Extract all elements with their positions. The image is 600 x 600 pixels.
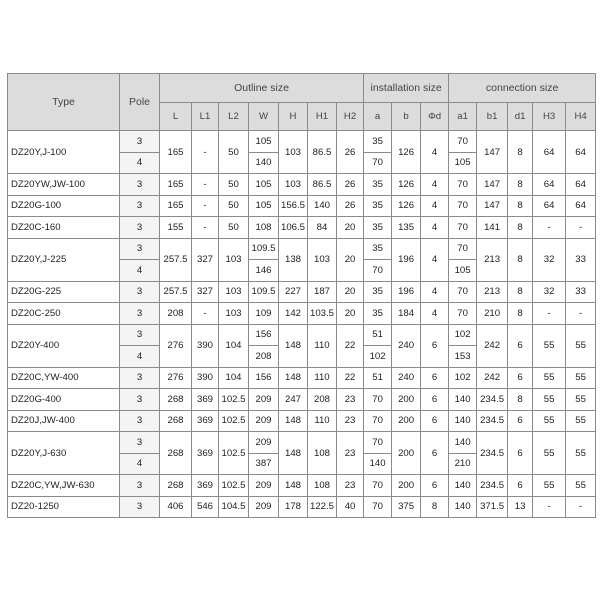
- type-cell: DZ20C-160: [8, 217, 120, 239]
- value-cell: 8: [508, 174, 533, 196]
- type-cell: DZ20C,YW-400: [8, 367, 120, 389]
- pole-cell: 3: [120, 195, 160, 217]
- value-cell: -: [533, 496, 566, 518]
- value-cell: 138: [279, 238, 308, 281]
- value-cell: 208: [160, 303, 192, 325]
- value-cell: 55: [533, 367, 566, 389]
- value-cell: 8: [508, 195, 533, 217]
- table-row: [8, 324, 596, 346]
- value-cell: 102.5: [219, 475, 249, 497]
- value-cell: 155: [160, 217, 192, 239]
- outline-size-header: Outline size: [160, 74, 364, 103]
- column-header: H2: [337, 103, 364, 131]
- value-cell: 234.5: [477, 389, 508, 411]
- value-cell: 327: [192, 238, 219, 281]
- pole-cell: 3: [120, 303, 160, 325]
- value-cell: 20: [337, 238, 364, 281]
- value-cell: 140: [364, 453, 392, 475]
- value-cell: 147: [477, 195, 508, 217]
- table-row: [8, 238, 596, 260]
- value-cell: 102.5: [219, 432, 249, 475]
- value-cell: 64: [566, 195, 596, 217]
- pole-header: Pole: [120, 74, 160, 131]
- value-cell: 135: [392, 217, 421, 239]
- value-cell: 50: [219, 174, 249, 196]
- value-cell: 102: [449, 367, 477, 389]
- value-cell: 105: [249, 195, 279, 217]
- column-header: H1: [308, 103, 337, 131]
- value-cell: 156.5: [279, 195, 308, 217]
- value-cell: 22: [337, 367, 364, 389]
- value-cell: 70: [364, 432, 392, 454]
- value-cell: 375: [392, 496, 421, 518]
- value-cell: 227: [279, 281, 308, 303]
- type-header: Type: [8, 74, 120, 131]
- value-cell: 64: [533, 195, 566, 217]
- table-row: [8, 281, 596, 303]
- value-cell: 104: [219, 367, 249, 389]
- value-cell: 187: [308, 281, 337, 303]
- value-cell: 371.5: [477, 496, 508, 518]
- value-cell: 140: [449, 475, 477, 497]
- value-cell: 70: [449, 238, 477, 260]
- value-cell: 64: [533, 131, 566, 174]
- value-cell: 8: [508, 303, 533, 325]
- value-cell: 209: [249, 475, 279, 497]
- value-cell: 70: [449, 217, 477, 239]
- value-cell: 4: [421, 131, 449, 174]
- value-cell: 64: [533, 174, 566, 196]
- type-cell: DZ20Y,J-225: [8, 238, 120, 281]
- pole-cell: 4: [120, 346, 160, 368]
- value-cell: 126: [392, 195, 421, 217]
- pole-cell: 3: [120, 367, 160, 389]
- value-cell: 55: [566, 475, 596, 497]
- value-cell: 55: [566, 389, 596, 411]
- column-header: a: [364, 103, 392, 131]
- table-row: [8, 367, 596, 389]
- value-cell: 213: [477, 238, 508, 281]
- value-cell: 51: [364, 367, 392, 389]
- value-cell: 6: [508, 475, 533, 497]
- table-row: [8, 131, 596, 153]
- value-cell: 257.5: [160, 281, 192, 303]
- value-cell: 26: [337, 195, 364, 217]
- value-cell: 165: [160, 195, 192, 217]
- table-row: [8, 496, 596, 518]
- value-cell: 108: [249, 217, 279, 239]
- value-cell: 33: [566, 281, 596, 303]
- column-header: L1: [192, 103, 219, 131]
- value-cell: 105: [249, 131, 279, 153]
- table-row: [8, 195, 596, 217]
- value-cell: 390: [192, 367, 219, 389]
- type-cell: DZ20Y,J-100: [8, 131, 120, 174]
- value-cell: 70: [364, 496, 392, 518]
- value-cell: 268: [160, 475, 192, 497]
- value-cell: 210: [449, 453, 477, 475]
- value-cell: 70: [449, 174, 477, 196]
- value-cell: 35: [364, 217, 392, 239]
- table-row: [8, 174, 596, 196]
- value-cell: 26: [337, 131, 364, 174]
- value-cell: 147: [477, 174, 508, 196]
- value-cell: 109: [249, 303, 279, 325]
- value-cell: 55: [566, 410, 596, 432]
- value-cell: 165: [160, 174, 192, 196]
- value-cell: 140: [449, 496, 477, 518]
- value-cell: 70: [449, 281, 477, 303]
- type-cell: DZ20YW,JW-100: [8, 174, 120, 196]
- column-header: L2: [219, 103, 249, 131]
- value-cell: 146: [249, 260, 279, 282]
- value-cell: 110: [308, 324, 337, 367]
- value-cell: 184: [392, 303, 421, 325]
- value-cell: 50: [219, 217, 249, 239]
- value-cell: 196: [392, 281, 421, 303]
- table-row: [8, 410, 596, 432]
- value-cell: 209: [249, 389, 279, 411]
- value-cell: 20: [337, 303, 364, 325]
- value-cell: 105: [249, 174, 279, 196]
- value-cell: 327: [192, 281, 219, 303]
- value-cell: 103: [308, 238, 337, 281]
- value-cell: 257.5: [160, 238, 192, 281]
- value-cell: 140: [308, 195, 337, 217]
- value-cell: 200: [392, 389, 421, 411]
- column-header: Φd: [421, 103, 449, 131]
- value-cell: 102: [449, 324, 477, 346]
- value-cell: 369: [192, 475, 219, 497]
- value-cell: 140: [449, 432, 477, 454]
- value-cell: 55: [533, 475, 566, 497]
- value-cell: 148: [279, 324, 308, 367]
- value-cell: 8: [508, 217, 533, 239]
- value-cell: 33: [566, 238, 596, 281]
- value-cell: 86.5: [308, 131, 337, 174]
- value-cell: 70: [449, 303, 477, 325]
- value-cell: 103: [219, 281, 249, 303]
- value-cell: 200: [392, 432, 421, 475]
- value-cell: 70: [364, 410, 392, 432]
- value-cell: 6: [508, 367, 533, 389]
- value-cell: 50: [219, 131, 249, 174]
- pole-cell: 4: [120, 260, 160, 282]
- type-cell: DZ20G-225: [8, 281, 120, 303]
- pole-cell: 3: [120, 174, 160, 196]
- value-cell: 209: [249, 432, 279, 454]
- type-cell: DZ20G-400: [8, 389, 120, 411]
- pole-cell: 3: [120, 496, 160, 518]
- value-cell: 70: [364, 260, 392, 282]
- value-cell: 109.5: [249, 281, 279, 303]
- table-row: [8, 432, 596, 454]
- type-cell: DZ20C,YW,JW-630: [8, 475, 120, 497]
- value-cell: -: [192, 217, 219, 239]
- installation-size-header: installation size: [364, 74, 449, 103]
- value-cell: 210: [477, 303, 508, 325]
- value-cell: 6: [421, 410, 449, 432]
- type-cell: DZ20Y-400: [8, 324, 120, 367]
- value-cell: 13: [508, 496, 533, 518]
- value-cell: -: [192, 131, 219, 174]
- value-cell: 35: [364, 174, 392, 196]
- value-cell: 35: [364, 281, 392, 303]
- type-cell: DZ20-1250: [8, 496, 120, 518]
- value-cell: 247: [279, 389, 308, 411]
- value-cell: 4: [421, 195, 449, 217]
- value-cell: 23: [337, 410, 364, 432]
- value-cell: 86.5: [308, 174, 337, 196]
- connection-size-header: connection size: [449, 74, 596, 103]
- value-cell: 6: [421, 432, 449, 475]
- value-cell: 209: [249, 496, 279, 518]
- value-cell: 4: [421, 238, 449, 281]
- value-cell: 242: [477, 367, 508, 389]
- value-cell: 70: [449, 195, 477, 217]
- value-cell: 64: [566, 174, 596, 196]
- value-cell: 102.5: [219, 410, 249, 432]
- pole-cell: 3: [120, 281, 160, 303]
- value-cell: 55: [533, 389, 566, 411]
- value-cell: 200: [392, 475, 421, 497]
- value-cell: -: [566, 217, 596, 239]
- value-cell: 165: [160, 131, 192, 174]
- value-cell: 6: [421, 475, 449, 497]
- type-cell: DZ20G-100: [8, 195, 120, 217]
- value-cell: 22: [337, 324, 364, 367]
- pole-cell: 3: [120, 432, 160, 454]
- value-cell: 546: [192, 496, 219, 518]
- pole-cell: 3: [120, 410, 160, 432]
- value-cell: -: [566, 496, 596, 518]
- value-cell: 140: [249, 152, 279, 174]
- value-cell: 8: [421, 496, 449, 518]
- value-cell: 268: [160, 410, 192, 432]
- value-cell: 32: [533, 238, 566, 281]
- value-cell: 142: [279, 303, 308, 325]
- value-cell: 369: [192, 432, 219, 475]
- value-cell: 148: [279, 410, 308, 432]
- type-cell: DZ20Y,J-630: [8, 432, 120, 475]
- value-cell: 108: [308, 432, 337, 475]
- value-cell: 240: [392, 367, 421, 389]
- value-cell: 4: [421, 217, 449, 239]
- value-cell: 208: [308, 389, 337, 411]
- pole-cell: 3: [120, 238, 160, 260]
- value-cell: 4: [421, 281, 449, 303]
- value-cell: 6: [508, 410, 533, 432]
- value-cell: 55: [566, 324, 596, 367]
- value-cell: 40: [337, 496, 364, 518]
- value-cell: 406: [160, 496, 192, 518]
- value-cell: 55: [533, 324, 566, 367]
- value-cell: 55: [566, 367, 596, 389]
- value-cell: 148: [279, 475, 308, 497]
- value-cell: 156: [249, 324, 279, 346]
- value-cell: 178: [279, 496, 308, 518]
- value-cell: 103: [219, 303, 249, 325]
- value-cell: 140: [449, 410, 477, 432]
- value-cell: 55: [566, 432, 596, 475]
- column-header: H: [279, 103, 308, 131]
- value-cell: 6: [421, 367, 449, 389]
- value-cell: 6: [508, 324, 533, 367]
- value-cell: 70: [364, 152, 392, 174]
- value-cell: 70: [364, 389, 392, 411]
- value-cell: 23: [337, 389, 364, 411]
- value-cell: 110: [308, 410, 337, 432]
- spec-table: [7, 73, 596, 518]
- value-cell: 268: [160, 432, 192, 475]
- value-cell: 84: [308, 217, 337, 239]
- value-cell: -: [192, 195, 219, 217]
- value-cell: 148: [279, 367, 308, 389]
- value-cell: 234.5: [477, 410, 508, 432]
- value-cell: 108: [308, 475, 337, 497]
- value-cell: 369: [192, 410, 219, 432]
- column-header: a1: [449, 103, 477, 131]
- value-cell: 209: [249, 410, 279, 432]
- value-cell: -: [192, 174, 219, 196]
- value-cell: 6: [508, 432, 533, 475]
- value-cell: 122.5: [308, 496, 337, 518]
- value-cell: 32: [533, 281, 566, 303]
- table-row: [8, 217, 596, 239]
- table-row: [8, 303, 596, 325]
- value-cell: 23: [337, 475, 364, 497]
- value-cell: 105: [449, 152, 477, 174]
- value-cell: 369: [192, 389, 219, 411]
- value-cell: 242: [477, 324, 508, 367]
- value-cell: 55: [533, 410, 566, 432]
- value-cell: 213: [477, 281, 508, 303]
- value-cell: 35: [364, 238, 392, 260]
- value-cell: 103.5: [308, 303, 337, 325]
- value-cell: 64: [566, 131, 596, 174]
- value-cell: 26: [337, 174, 364, 196]
- value-cell: 35: [364, 131, 392, 153]
- value-cell: 6: [421, 324, 449, 367]
- value-cell: 153: [449, 346, 477, 368]
- value-cell: 8: [508, 281, 533, 303]
- column-header: d1: [508, 103, 533, 131]
- value-cell: 20: [337, 217, 364, 239]
- column-header: W: [249, 103, 279, 131]
- table-row: [8, 475, 596, 497]
- value-cell: 103: [279, 174, 308, 196]
- value-cell: 104.5: [219, 496, 249, 518]
- value-cell: 35: [364, 195, 392, 217]
- value-cell: 105: [449, 260, 477, 282]
- pole-cell: 3: [120, 131, 160, 153]
- pole-cell: 4: [120, 152, 160, 174]
- value-cell: 141: [477, 217, 508, 239]
- value-cell: 70: [364, 475, 392, 497]
- value-cell: 8: [508, 238, 533, 281]
- value-cell: 110: [308, 367, 337, 389]
- value-cell: 276: [160, 367, 192, 389]
- pole-cell: 3: [120, 217, 160, 239]
- value-cell: 102.5: [219, 389, 249, 411]
- value-cell: 140: [449, 389, 477, 411]
- column-header: L: [160, 103, 192, 131]
- type-cell: DZ20J,JW-400: [8, 410, 120, 432]
- value-cell: 148: [279, 432, 308, 475]
- value-cell: 196: [392, 238, 421, 281]
- value-cell: 109.5: [249, 238, 279, 260]
- pole-cell: 3: [120, 389, 160, 411]
- value-cell: 104: [219, 324, 249, 367]
- value-cell: 234.5: [477, 475, 508, 497]
- value-cell: -: [533, 303, 566, 325]
- value-cell: -: [566, 303, 596, 325]
- value-cell: 23: [337, 432, 364, 475]
- pole-cell: 4: [120, 453, 160, 475]
- value-cell: 147: [477, 131, 508, 174]
- value-cell: 126: [392, 174, 421, 196]
- column-header: H4: [566, 103, 596, 131]
- value-cell: 51: [364, 324, 392, 346]
- value-cell: 276: [160, 324, 192, 367]
- value-cell: 387: [249, 453, 279, 475]
- pole-cell: 3: [120, 475, 160, 497]
- value-cell: 126: [392, 131, 421, 174]
- value-cell: 390: [192, 324, 219, 367]
- type-cell: DZ20C-250: [8, 303, 120, 325]
- value-cell: 70: [449, 131, 477, 153]
- value-cell: 268: [160, 389, 192, 411]
- value-cell: 240: [392, 324, 421, 367]
- value-cell: 35: [364, 303, 392, 325]
- column-header: H3: [533, 103, 566, 131]
- column-header: b1: [477, 103, 508, 131]
- value-cell: -: [533, 217, 566, 239]
- value-cell: 8: [508, 131, 533, 174]
- value-cell: 6: [421, 389, 449, 411]
- value-cell: 103: [219, 238, 249, 281]
- value-cell: 4: [421, 174, 449, 196]
- value-cell: 20: [337, 281, 364, 303]
- value-cell: 234.5: [477, 432, 508, 475]
- pole-cell: 3: [120, 324, 160, 346]
- value-cell: -: [192, 303, 219, 325]
- value-cell: 208: [249, 346, 279, 368]
- table-row: [8, 389, 596, 411]
- value-cell: 156: [249, 367, 279, 389]
- value-cell: 55: [533, 432, 566, 475]
- value-cell: 200: [392, 410, 421, 432]
- value-cell: 8: [508, 389, 533, 411]
- value-cell: 4: [421, 303, 449, 325]
- value-cell: 102: [364, 346, 392, 368]
- value-cell: 103: [279, 131, 308, 174]
- column-header: b: [392, 103, 421, 131]
- value-cell: 50: [219, 195, 249, 217]
- value-cell: 106.5: [279, 217, 308, 239]
